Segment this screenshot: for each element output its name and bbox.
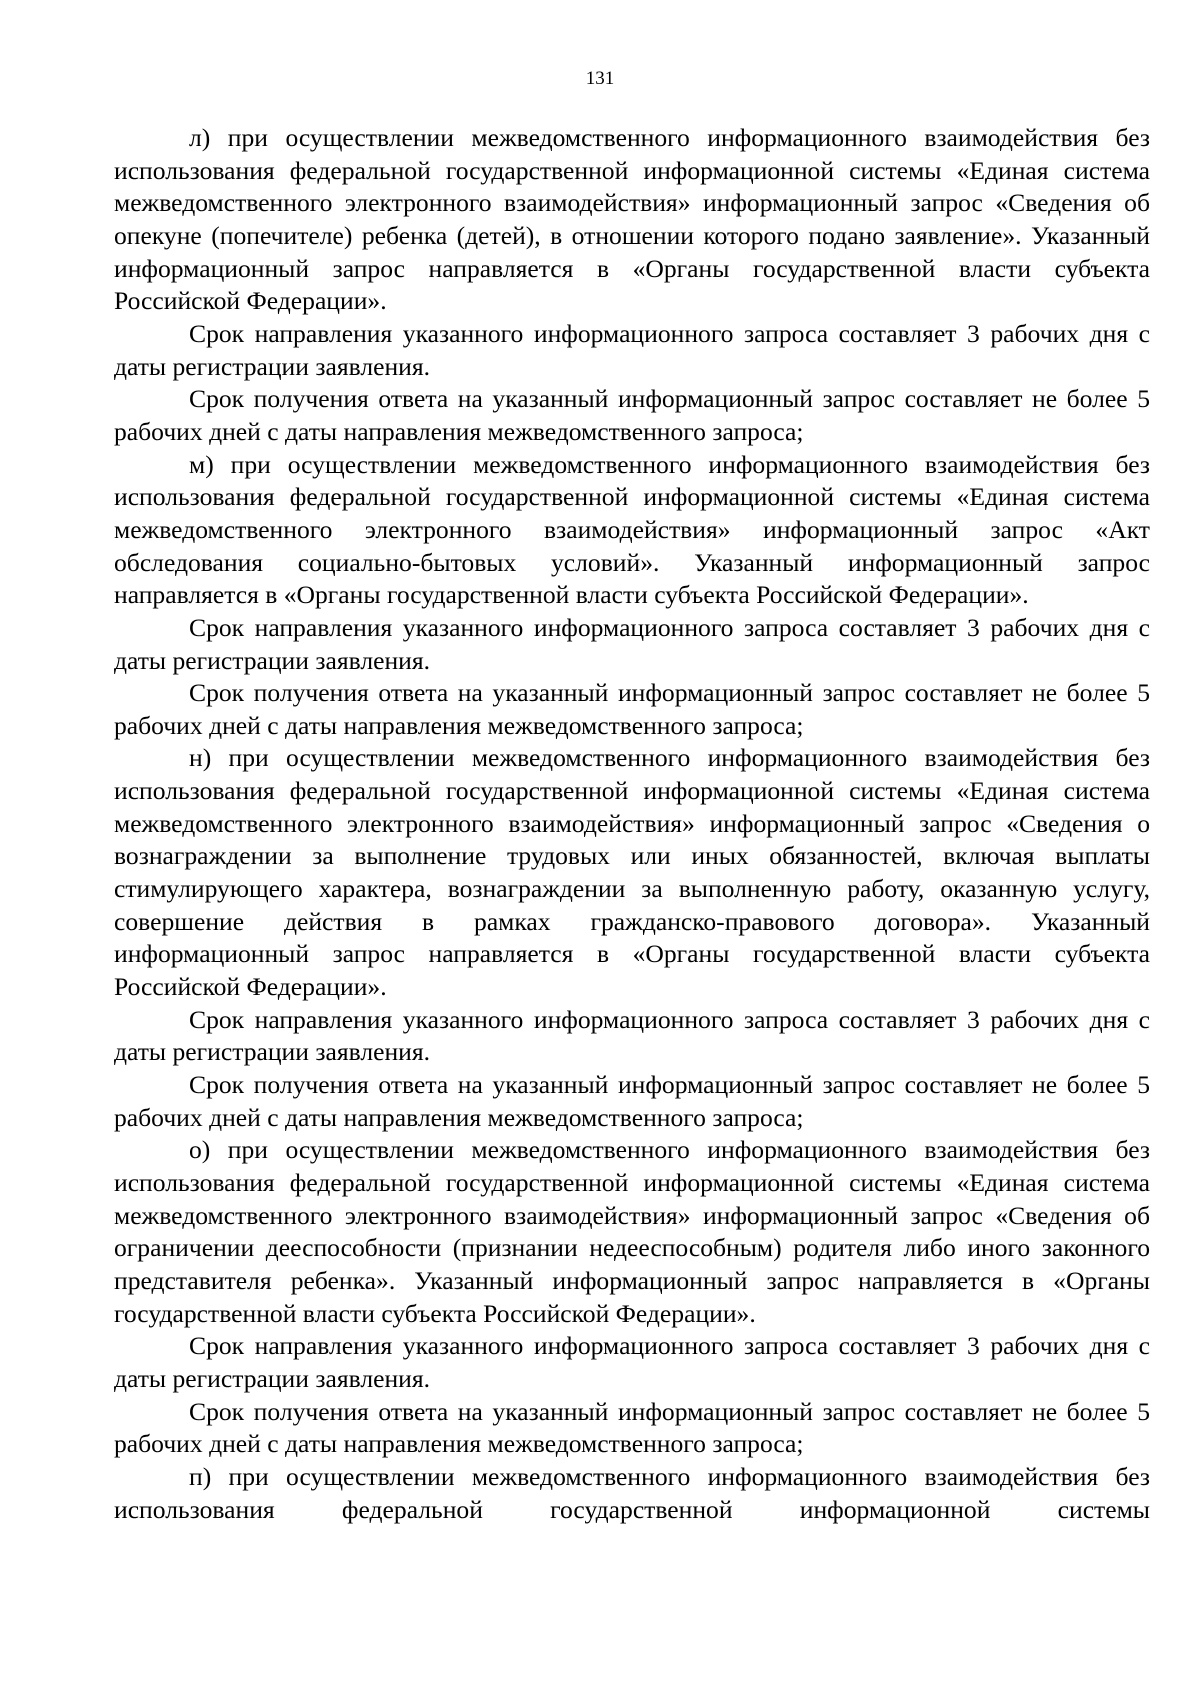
paragraph-l-response-deadline: Срок получения ответа на указанный информационный запрос составляет не более 5 рабочих дней с даты направления межведомственного запроса;: [114, 384, 1150, 446]
paragraph-o-response-deadline: Срок получения ответа на указанный информационный запрос составляет не более 5 рабочих дней с даты направления межведомственного запроса;: [114, 1396, 1150, 1459]
paragraph-n-intro: н) при осуществлении межведомственного информационного взаимодействия без использования федеральной государственной информационной системы «Единая система межведомственного электронного взаимодействия» информационный запрос «Сведения о вознаграждении за выполнение трудовых или иных обязанностей, включая выплаты стимулирующего характера, вознаграждении за выполненную работу, оказанную услугу, совершение действия в рамках гражданско-правового договора». Указанный информационный запрос направляется в «Органы государственной власти субъекта Российской Федерации».: [114, 743, 1150, 1002]
document-body: [114, 122, 1150, 1526]
paragraph-l-intro: л) при осуществлении межведомственного информационного взаимодействия без использования федеральной государственной информационной системы «Единая система межведомственного электронного взаимодействия» информационный запрос «Сведения об опекуне (попечителе) ребенка (детей), в отношении которого подано заявление». Указанный информационный запрос направляется в «Органы государственной власти субъекта Российской Федерации».: [114, 123, 1150, 316]
paragraph-p-intro: п) при осуществлении межведомственного информационного взаимодействия без использования федеральной государственной информационной системы: [114, 1461, 1150, 1524]
paragraph-m-intro: м) при осуществлении межведомственного информационного взаимодействия без использования федеральной государственной информационной системы «Единая система межведомственного электронного взаимодействия» информационный запрос «Акт обследования социально-бытовых условий». Указанный информационный запрос направляется в «Органы государственной власти субъекта Российской Федерации».: [114, 449, 1150, 610]
paragraph-n-send-deadline: Срок направления указанного информационного запроса составляет 3 рабочих дня с даты регистрации заявления.: [114, 1004, 1150, 1067]
paragraph-l-send-deadline: Срок направления указанного информационного запроса составляет 3 рабочих дня с даты регистрации заявления.: [114, 318, 1150, 381]
paragraph-m-response-deadline: Срок получения ответа на указанный информационный запрос составляет не более 5 рабочих дней с даты направления межведомственного запроса;: [114, 678, 1150, 740]
page-number: 131: [585, 68, 615, 89]
paragraph-o-intro: о) при осуществлении межведомственного информационного взаимодействия без использования федеральной государственной информационной системы «Единая система межведомственного электронного взаимодействия» информационный запрос «Сведения об ограничении дееспособности (признании недееспособным) родителя либо иного законного представителя ребенка». Указанный информационный запрос направляется в «Органы государственной власти субъекта Российской Федерации».: [114, 1135, 1150, 1328]
paragraph-m-send-deadline: Срок направления указанного информационного запроса составляет 3 рабочих дня с даты регистрации заявления.: [114, 612, 1150, 675]
paragraph-o-send-deadline: Срок направления указанного информационного запроса составляет 3 рабочих дня с даты регистрации заявления.: [114, 1331, 1150, 1393]
paragraph-n-response-deadline: Срок получения ответа на указанный информационный запрос составляет не более 5 рабочих дней с даты направления межведомственного запроса;: [114, 1070, 1150, 1132]
